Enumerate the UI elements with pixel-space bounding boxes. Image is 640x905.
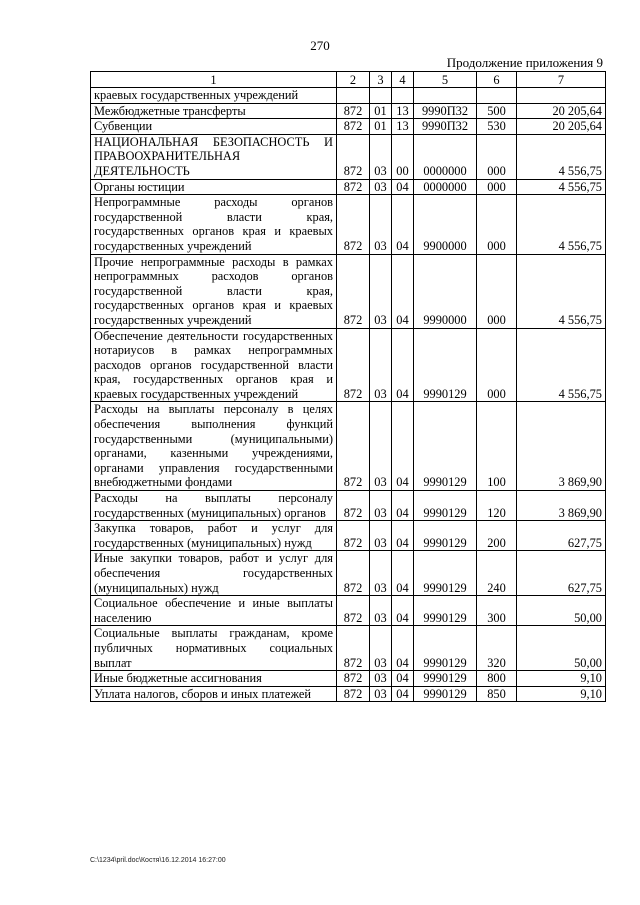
amount: 4 556,75 xyxy=(517,179,606,195)
amount: 3 869,90 xyxy=(517,402,606,491)
subsection-code: 04 xyxy=(392,551,414,596)
section-code: 03 xyxy=(370,671,392,687)
subsection-code: 13 xyxy=(392,119,414,135)
header-cell: 4 xyxy=(392,72,414,88)
subsection-code: 04 xyxy=(392,195,414,254)
header-cell: 5 xyxy=(414,72,477,88)
target-code: 9900000 xyxy=(414,195,477,254)
subsection-code: 13 xyxy=(392,103,414,119)
subsection-code: 04 xyxy=(392,686,414,702)
header-cell: 2 xyxy=(337,72,370,88)
amount: 20 205,64 xyxy=(517,103,606,119)
item-name: Расходы на выплаты персоналу в целях обеспечения выполнения функций государственными (муниципальными) органами, казенными учреждениями, органами управления государственными внебюджетными фондами xyxy=(91,402,337,491)
subsection-code: 04 xyxy=(392,254,414,328)
subsection-code: 04 xyxy=(392,626,414,671)
target-code: 0000000 xyxy=(414,179,477,195)
table-row xyxy=(91,103,606,119)
target-code: 9990129 xyxy=(414,328,477,402)
ministry-code: 872 xyxy=(337,119,370,135)
expense-type-code: 530 xyxy=(477,119,517,135)
item-name: Расходы на выплаты персоналу государственных (муниципальных) органов xyxy=(91,491,337,521)
ministry-code: 872 xyxy=(337,551,370,596)
amount: 4 556,75 xyxy=(517,254,606,328)
item-name: Иные бюджетные ассигнования xyxy=(91,671,337,687)
ministry-code: 872 xyxy=(337,491,370,521)
table-row xyxy=(91,596,606,626)
ministry-code: 872 xyxy=(337,134,370,179)
ministry-code: 872 xyxy=(337,671,370,687)
table-row xyxy=(91,179,606,195)
continuation-label: Продолжение приложения 9 xyxy=(446,55,603,70)
section-code xyxy=(370,88,392,104)
subsection-code: 04 xyxy=(392,596,414,626)
expense-type-code: 500 xyxy=(477,103,517,119)
item-name: Прочие непрограммные расходы в рамках непрограммных расходов органов государственной власти края, государственных органов края и краевых государственных учреждений xyxy=(91,254,337,328)
expense-type-code: 000 xyxy=(477,179,517,195)
item-name: Субвенции xyxy=(91,119,337,135)
ministry-code: 872 xyxy=(337,195,370,254)
item-name: Органы юстиции xyxy=(91,179,337,195)
expense-type-code: 000 xyxy=(477,195,517,254)
ministry-code: 872 xyxy=(337,179,370,195)
item-name: краевых государственных учреждений xyxy=(91,88,337,104)
section-code: 03 xyxy=(370,328,392,402)
page-number: 270 xyxy=(310,38,330,53)
budget-table xyxy=(90,71,606,702)
expense-type-code: 000 xyxy=(477,134,517,179)
section-code: 03 xyxy=(370,521,392,551)
item-name: Иные закупки товаров, работ и услуг для обеспечения государственных (муниципальных) нужд xyxy=(91,551,337,596)
expense-type-code: 240 xyxy=(477,551,517,596)
subsection-code: 04 xyxy=(392,491,414,521)
expense-type-code xyxy=(477,88,517,104)
item-name: Непрограммные расходы органов государственной власти края, государственных органов края и краевых государственных учреждений xyxy=(91,195,337,254)
section-code: 03 xyxy=(370,491,392,521)
subsection-code: 04 xyxy=(392,671,414,687)
section-code: 03 xyxy=(370,626,392,671)
amount: 627,75 xyxy=(517,521,606,551)
amount: 50,00 xyxy=(517,626,606,671)
amount: 4 556,75 xyxy=(517,195,606,254)
section-code: 03 xyxy=(370,134,392,179)
table-row xyxy=(91,626,606,671)
header-row xyxy=(91,72,606,88)
ministry-code: 872 xyxy=(337,521,370,551)
table-row xyxy=(91,491,606,521)
header-cell: 6 xyxy=(477,72,517,88)
section-code: 03 xyxy=(370,596,392,626)
item-name: Обеспечение деятельности государственных нотариусов в рамках непрограммных расходов органов государственной власти края, государственных органов края и краевых государственных учреждений xyxy=(91,328,337,402)
section-code: 03 xyxy=(370,179,392,195)
target-code: 9990129 xyxy=(414,551,477,596)
header-cell: 3 xyxy=(370,72,392,88)
section-code: 01 xyxy=(370,103,392,119)
table-row xyxy=(91,686,606,702)
target-code: 9990129 xyxy=(414,671,477,687)
header-cell: 7 xyxy=(517,72,606,88)
subsection-code: 04 xyxy=(392,521,414,551)
expense-type-code: 800 xyxy=(477,671,517,687)
table-row xyxy=(91,671,606,687)
table-row xyxy=(91,328,606,402)
target-code: 9990129 xyxy=(414,402,477,491)
target-code: 9990П32 xyxy=(414,103,477,119)
expense-type-code: 000 xyxy=(477,328,517,402)
table-row xyxy=(91,402,606,491)
expense-type-code: 200 xyxy=(477,521,517,551)
ministry-code: 872 xyxy=(337,596,370,626)
expense-type-code: 320 xyxy=(477,626,517,671)
table-row xyxy=(91,551,606,596)
subsection-code: 04 xyxy=(392,328,414,402)
target-code: 0000000 xyxy=(414,134,477,179)
target-code: 9990129 xyxy=(414,596,477,626)
ministry-code: 872 xyxy=(337,328,370,402)
subsection-code: 04 xyxy=(392,179,414,195)
amount: 4 556,75 xyxy=(517,328,606,402)
expense-type-code: 120 xyxy=(477,491,517,521)
table-row xyxy=(91,521,606,551)
amount: 4 556,75 xyxy=(517,134,606,179)
amount: 20 205,64 xyxy=(517,119,606,135)
amount: 627,75 xyxy=(517,551,606,596)
file-path-footer: C:\1234\pril.doc\Костя\16.12.2014 16:27:00 xyxy=(90,857,226,864)
ministry-code xyxy=(337,88,370,104)
ministry-code: 872 xyxy=(337,686,370,702)
target-code: 9990129 xyxy=(414,521,477,551)
target-code: 9990129 xyxy=(414,686,477,702)
subsection-code: 04 xyxy=(392,402,414,491)
amount: 9,10 xyxy=(517,686,606,702)
target-code: 9990129 xyxy=(414,491,477,521)
target-code xyxy=(414,88,477,104)
ministry-code: 872 xyxy=(337,402,370,491)
section-code: 01 xyxy=(370,119,392,135)
subsection-code: 00 xyxy=(392,134,414,179)
item-name: Межбюджетные трансферты xyxy=(91,103,337,119)
target-code: 9990П32 xyxy=(414,119,477,135)
item-name: Закупка товаров, работ и услуг для государственных (муниципальных) нужд xyxy=(91,521,337,551)
table-row xyxy=(91,119,606,135)
section-code: 03 xyxy=(370,686,392,702)
expense-type-code: 000 xyxy=(477,254,517,328)
item-name: Уплата налогов, сборов и иных платежей xyxy=(91,686,337,702)
amount: 9,10 xyxy=(517,671,606,687)
header-cell: 1 xyxy=(91,72,337,88)
expense-type-code: 100 xyxy=(477,402,517,491)
ministry-code: 872 xyxy=(337,254,370,328)
ministry-code: 872 xyxy=(337,103,370,119)
table-row xyxy=(91,254,606,328)
target-code: 9990000 xyxy=(414,254,477,328)
amount: 3 869,90 xyxy=(517,491,606,521)
amount xyxy=(517,88,606,104)
section-code: 03 xyxy=(370,402,392,491)
section-code: 03 xyxy=(370,195,392,254)
table-row xyxy=(91,134,606,179)
target-code: 9990129 xyxy=(414,626,477,671)
item-name: НАЦИОНАЛЬНАЯ БЕЗОПАСНОСТЬ И ПРАВООХРАНИТЕЛЬНАЯ ДЕЯТЕЛЬНОСТЬ xyxy=(91,134,337,179)
subsection-code xyxy=(392,88,414,104)
table-row xyxy=(91,195,606,254)
table-row xyxy=(91,88,606,104)
ministry-code: 872 xyxy=(337,626,370,671)
item-name: Социальное обеспечение и иные выплаты населению xyxy=(91,596,337,626)
amount: 50,00 xyxy=(517,596,606,626)
section-code: 03 xyxy=(370,551,392,596)
section-code: 03 xyxy=(370,254,392,328)
expense-type-code: 300 xyxy=(477,596,517,626)
item-name: Социальные выплаты гражданам, кроме публичных нормативных социальных выплат xyxy=(91,626,337,671)
expense-type-code: 850 xyxy=(477,686,517,702)
